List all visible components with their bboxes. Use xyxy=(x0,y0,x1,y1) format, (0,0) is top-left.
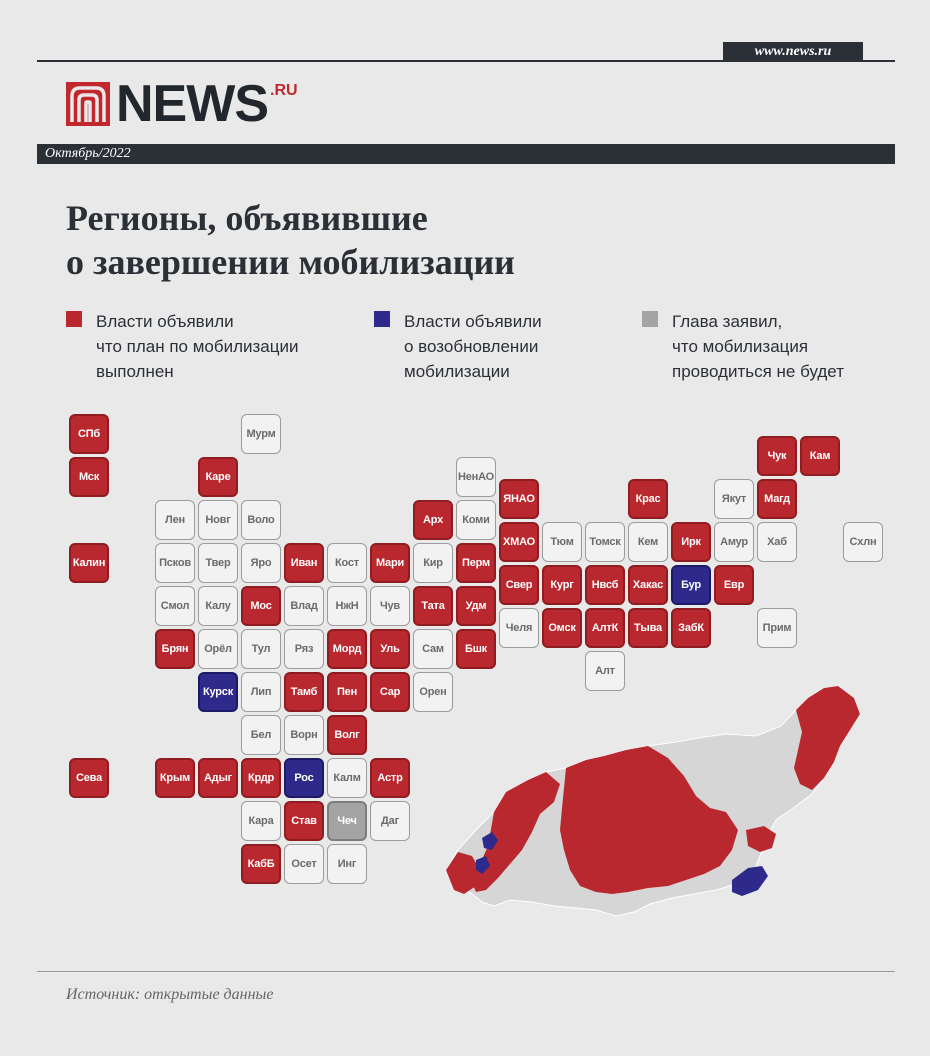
region-tile[interactable]: Калин xyxy=(69,543,109,583)
legend-swatch xyxy=(642,311,658,327)
region-tile[interactable]: Амур xyxy=(714,522,754,562)
site-url[interactable]: www.news.ru xyxy=(723,42,863,62)
region-tile[interactable]: Томск xyxy=(585,522,625,562)
region-tile[interactable]: Тамб xyxy=(284,672,324,712)
region-tile[interactable]: Уль xyxy=(370,629,410,669)
region-tile[interactable]: Хаб xyxy=(757,522,797,562)
region-tile[interactable]: Сам xyxy=(413,629,453,669)
region-tile[interactable]: Кем xyxy=(628,522,668,562)
region-tile[interactable]: Бур xyxy=(671,565,711,605)
region-tile[interactable]: Волг xyxy=(327,715,367,755)
legend-item-no_mobilization xyxy=(642,309,844,384)
region-tile[interactable]: Прим xyxy=(757,608,797,648)
region-tile[interactable]: Бшк xyxy=(456,629,496,669)
region-tile[interactable]: Тата xyxy=(413,586,453,626)
region-tile[interactable]: ХМАО xyxy=(499,522,539,562)
region-tile[interactable]: Удм xyxy=(456,586,496,626)
region-tile[interactable]: Мурм xyxy=(241,414,281,454)
region-tile[interactable]: Тул xyxy=(241,629,281,669)
news-logo[interactable] xyxy=(66,75,298,133)
region-tile[interactable]: Чув xyxy=(370,586,410,626)
region-tile[interactable]: Рос xyxy=(284,758,324,798)
region-tile[interactable]: Орёл xyxy=(198,629,238,669)
title-line: о завершении мобилизации xyxy=(66,242,515,282)
region-tile[interactable]: Крым xyxy=(155,758,195,798)
region-tile[interactable]: Иван xyxy=(284,543,324,583)
region-tile[interactable]: СПб xyxy=(69,414,109,454)
bottom-rule xyxy=(37,971,895,972)
region-tile[interactable]: Магд xyxy=(757,479,797,519)
region-tile[interactable]: Мск xyxy=(69,457,109,497)
legend-label: Власти объявили что план по мобилизации выполнен xyxy=(96,312,299,381)
legend-label: Власти объявили о возобновлении мобилизации xyxy=(404,312,542,381)
region-tile[interactable]: Яро xyxy=(241,543,281,583)
logo-text: NEWS xyxy=(116,75,268,133)
title-line: Регионы, объявившие xyxy=(66,198,428,238)
region-tile[interactable]: Алт xyxy=(585,651,625,691)
region-tile[interactable]: Твер xyxy=(198,543,238,583)
region-tile[interactable]: НжН xyxy=(327,586,367,626)
region-tile[interactable]: Калм xyxy=(327,758,367,798)
region-tile[interactable]: Кара xyxy=(241,801,281,841)
region-tile[interactable]: ЯНАО xyxy=(499,479,539,519)
region-tile[interactable]: Смол xyxy=(155,586,195,626)
region-tile[interactable]: Бел xyxy=(241,715,281,755)
region-tile[interactable]: Ряз xyxy=(284,629,324,669)
legend-swatch xyxy=(374,311,390,327)
region-tile[interactable]: Свер xyxy=(499,565,539,605)
region-tile[interactable]: Тюм xyxy=(542,522,582,562)
region-tile[interactable]: Курск xyxy=(198,672,238,712)
region-tile[interactable]: Кир xyxy=(413,543,453,583)
legend-item-completed xyxy=(66,309,298,384)
region-tile[interactable]: Астр xyxy=(370,758,410,798)
region-tile[interactable]: Крас xyxy=(628,479,668,519)
region-tile[interactable]: Став xyxy=(284,801,324,841)
region-tile[interactable]: Крдр xyxy=(241,758,281,798)
region-tile[interactable]: Каре xyxy=(198,457,238,497)
region-tile[interactable]: Нвсб xyxy=(585,565,625,605)
region-tile[interactable]: Омск xyxy=(542,608,582,648)
logo-icon xyxy=(66,82,110,126)
region-tile[interactable]: Новг xyxy=(198,500,238,540)
region-tile[interactable]: Псков xyxy=(155,543,195,583)
region-tile[interactable]: Ворн xyxy=(284,715,324,755)
region-tile[interactable]: Мари xyxy=(370,543,410,583)
region-tile[interactable]: Пен xyxy=(327,672,367,712)
legend-item-resumed xyxy=(374,309,542,384)
russia-map xyxy=(436,680,866,920)
region-tile[interactable]: Ирк xyxy=(671,522,711,562)
region-tile[interactable]: Лен xyxy=(155,500,195,540)
region-tile[interactable]: ЗабК xyxy=(671,608,711,648)
date-bar: Октябрь/2022 xyxy=(37,144,895,164)
region-tile[interactable]: Якут xyxy=(714,479,754,519)
region-tile[interactable]: Калу xyxy=(198,586,238,626)
region-tile[interactable]: Инг xyxy=(327,844,367,884)
region-tile[interactable]: Хакас xyxy=(628,565,668,605)
region-tile[interactable]: Даг xyxy=(370,801,410,841)
region-tile[interactable]: Евр xyxy=(714,565,754,605)
region-tile[interactable]: Кург xyxy=(542,565,582,605)
region-tile[interactable]: Сар xyxy=(370,672,410,712)
region-tile[interactable]: Мос xyxy=(241,586,281,626)
region-tile[interactable]: КабБ xyxy=(241,844,281,884)
page-title xyxy=(66,196,826,284)
region-tile[interactable]: Сева xyxy=(69,758,109,798)
region-tile[interactable]: Коми xyxy=(456,500,496,540)
region-tile[interactable]: АлтК xyxy=(585,608,625,648)
legend-swatch xyxy=(66,311,82,327)
region-tile[interactable]: Воло xyxy=(241,500,281,540)
region-tile[interactable]: Адыг xyxy=(198,758,238,798)
region-tile[interactable]: Осет xyxy=(284,844,324,884)
region-tile[interactable]: Брян xyxy=(155,629,195,669)
legend-label: Глава заявил, что мобилизация проводиться не будет xyxy=(672,312,844,381)
region-tile[interactable]: Морд xyxy=(327,629,367,669)
source-note: Источник: открытые данные xyxy=(66,986,274,1003)
region-tile[interactable]: НенАО xyxy=(456,457,496,497)
region-tile[interactable]: Схлн xyxy=(843,522,883,562)
region-tile[interactable]: Тыва xyxy=(628,608,668,648)
region-tile[interactable]: Чеч xyxy=(327,801,367,841)
region-tile[interactable]: Арх xyxy=(413,500,453,540)
region-tile[interactable]: Челя xyxy=(499,608,539,648)
region-tile[interactable]: Чук xyxy=(757,436,797,476)
region-tile[interactable]: Кост xyxy=(327,543,367,583)
region-tile[interactable]: Лип xyxy=(241,672,281,712)
logo-suffix: .RU xyxy=(270,82,298,99)
region-tile[interactable]: Перм xyxy=(456,543,496,583)
region-tile[interactable]: Орен xyxy=(413,672,453,712)
region-tile[interactable]: Кам xyxy=(800,436,840,476)
region-tile[interactable]: Влад xyxy=(284,586,324,626)
